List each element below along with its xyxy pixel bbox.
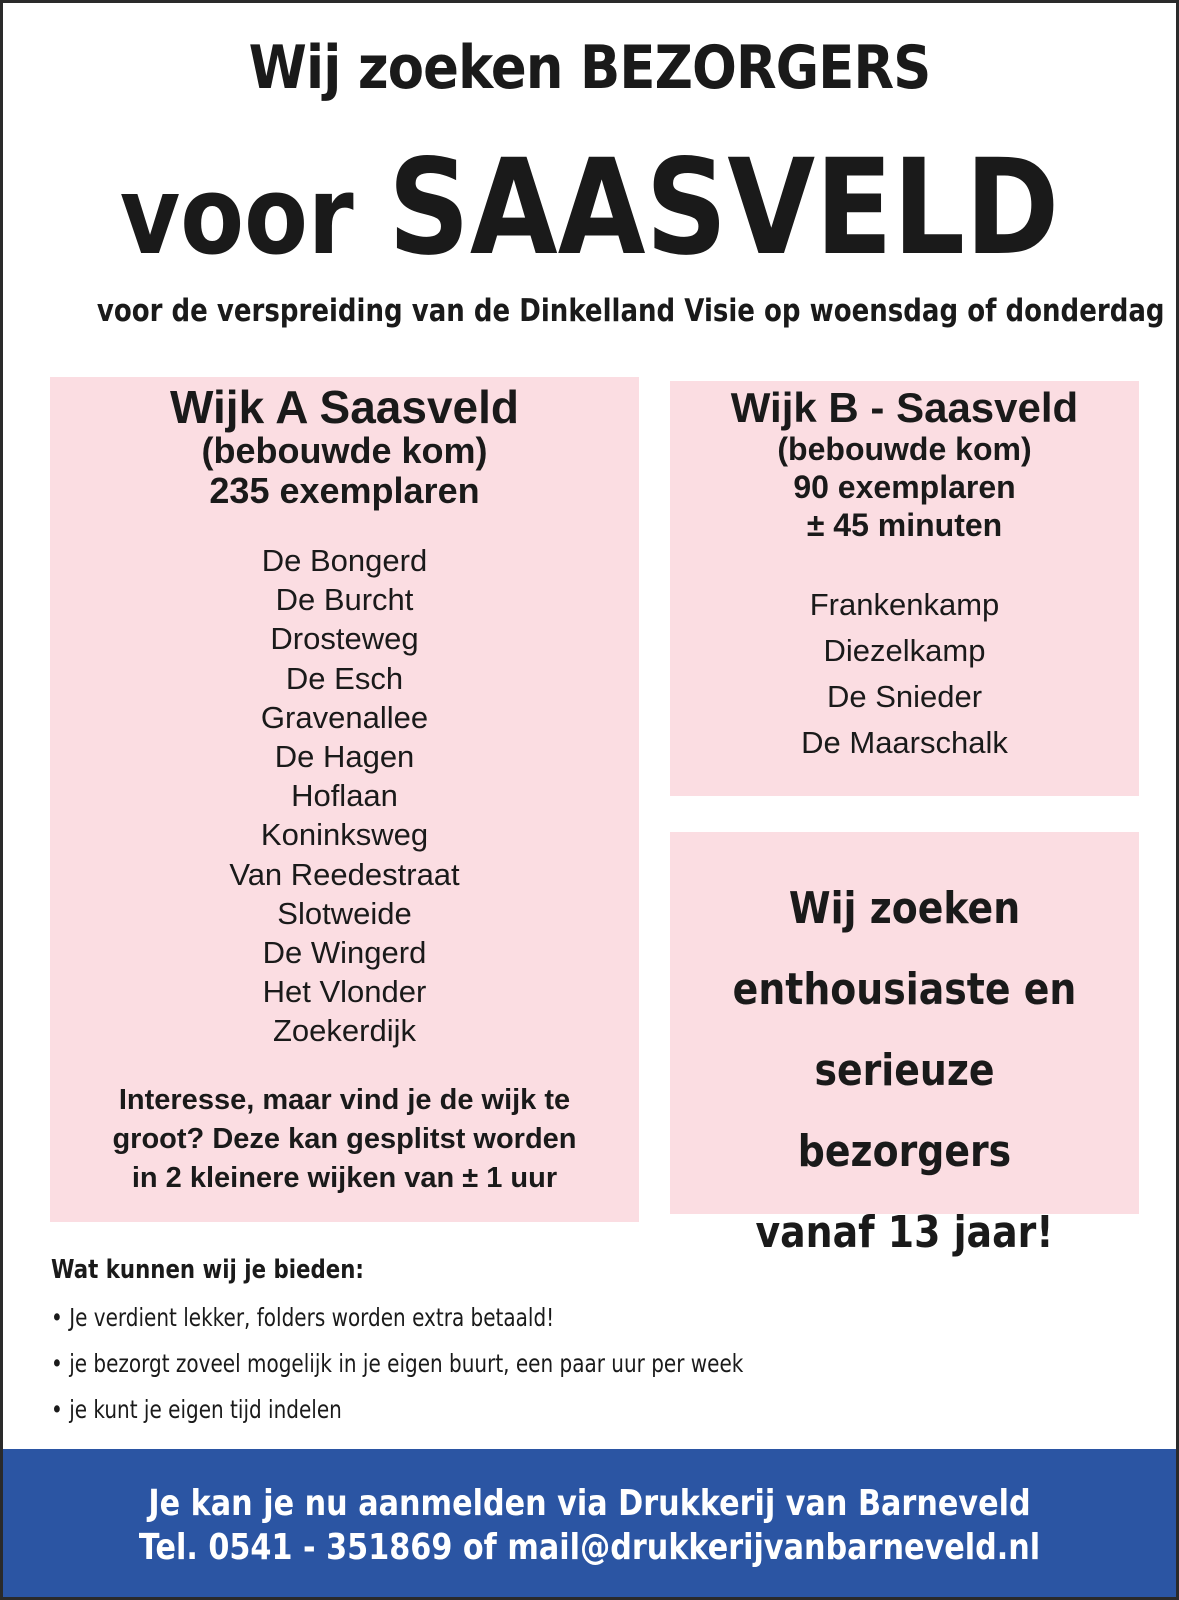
recruitment-line: vanaf 13 jaar! [755,1207,1054,1258]
headline-wij-zoeken: Wij zoeken BEZORGERS [248,33,931,103]
offer-item [51,1341,851,1387]
street-item: De Snieder [826,679,983,714]
recruitment-text [703,868,1106,1273]
street-item: Koninksweg [260,817,429,853]
street-item: De Hagen [274,739,415,775]
note-line: Interesse, maar vind je de wijk te [118,1083,571,1116]
street-item: Drosteweg [270,621,419,657]
note-line: groot? Deze kan gesplitst worden [112,1122,577,1155]
wijk-b-title: Wijk B - Saasveld [730,384,1079,431]
headline-voor: voor [119,154,354,279]
street-item: Van Reedestraat [229,856,460,892]
offer-item [51,1387,851,1433]
offers-list [51,1295,1051,1433]
wijk-a-street-list [50,541,639,1051]
street-item: Gravenallee [260,699,429,735]
headline-saasveld: SAASVELD [388,131,1060,285]
bullet-icon: • [51,1395,63,1424]
street-item: De Esch [285,660,404,696]
footer-signup-line: Je kan je nu aanmelden via Drukkerij van Barneveld [148,1483,1031,1524]
bullet-icon: • [51,1349,63,1378]
recruitment-line: enthousiaste en [732,964,1077,1015]
subtitle: voor de verspreiding van de Dinkelland Visie op woensdag of donderdag [96,293,1165,329]
offer-text: je bezorgt zoveel mogelijk in je eigen buurt, een paar uur per week [69,1349,744,1378]
offers-section [51,1255,1051,1433]
wijk-a-area: (bebouwde kom) [201,430,488,471]
street-item: Hoflaan [291,778,398,814]
wijk-b-box [670,381,1139,796]
wijk-a-title: Wijk A Saasveld [170,381,519,433]
contact-footer [3,1449,1176,1600]
street-item: Frankenkamp [809,587,1000,622]
street-item: Het Vlonder [262,974,427,1010]
wijk-a-copies: 235 exemplaren [209,470,480,511]
offers-title: Wat kunnen wij je bieden: [51,1255,364,1285]
offer-text: je kunt je eigen tijd indelen [69,1395,342,1424]
street-item: De Bongerd [261,543,428,578]
recruitment-box [670,832,1139,1258]
wijk-a-split-note [50,1081,639,1198]
street-item: Diezelkamp [823,633,986,668]
wijk-b-copies: 90 exemplaren [793,469,1016,505]
street-item: Slotweide [277,895,412,931]
offer-item [51,1295,851,1341]
headline-voor-saasveld [85,131,1094,285]
street-item: De Burcht [275,582,414,618]
street-item: De Maarschalk [801,725,1008,760]
recruitment-line: serieuze bezorgers [797,1045,1012,1177]
street-item: Zoekerdijk [273,1013,416,1049]
footer-contact-line: Tel. 0541 - 351869 of mail@drukkerijvanbarneveld.nl [138,1527,1041,1568]
wijk-b-area: (bebouwde kom) [777,431,1032,467]
bullet-icon: • [51,1303,63,1332]
offer-text: Je verdient lekker, folders worden extra betaald! [69,1303,555,1332]
wijk-a-box [50,377,639,1222]
note-line: in 2 kleinere wijken van ± 1 uur [131,1161,558,1194]
wijk-b-duration: ± 45 minuten [806,507,1003,543]
recruitment-line: Wij zoeken [788,883,1021,934]
wijk-b-street-list [670,582,1139,766]
street-item: De Wingerd [262,935,427,971]
